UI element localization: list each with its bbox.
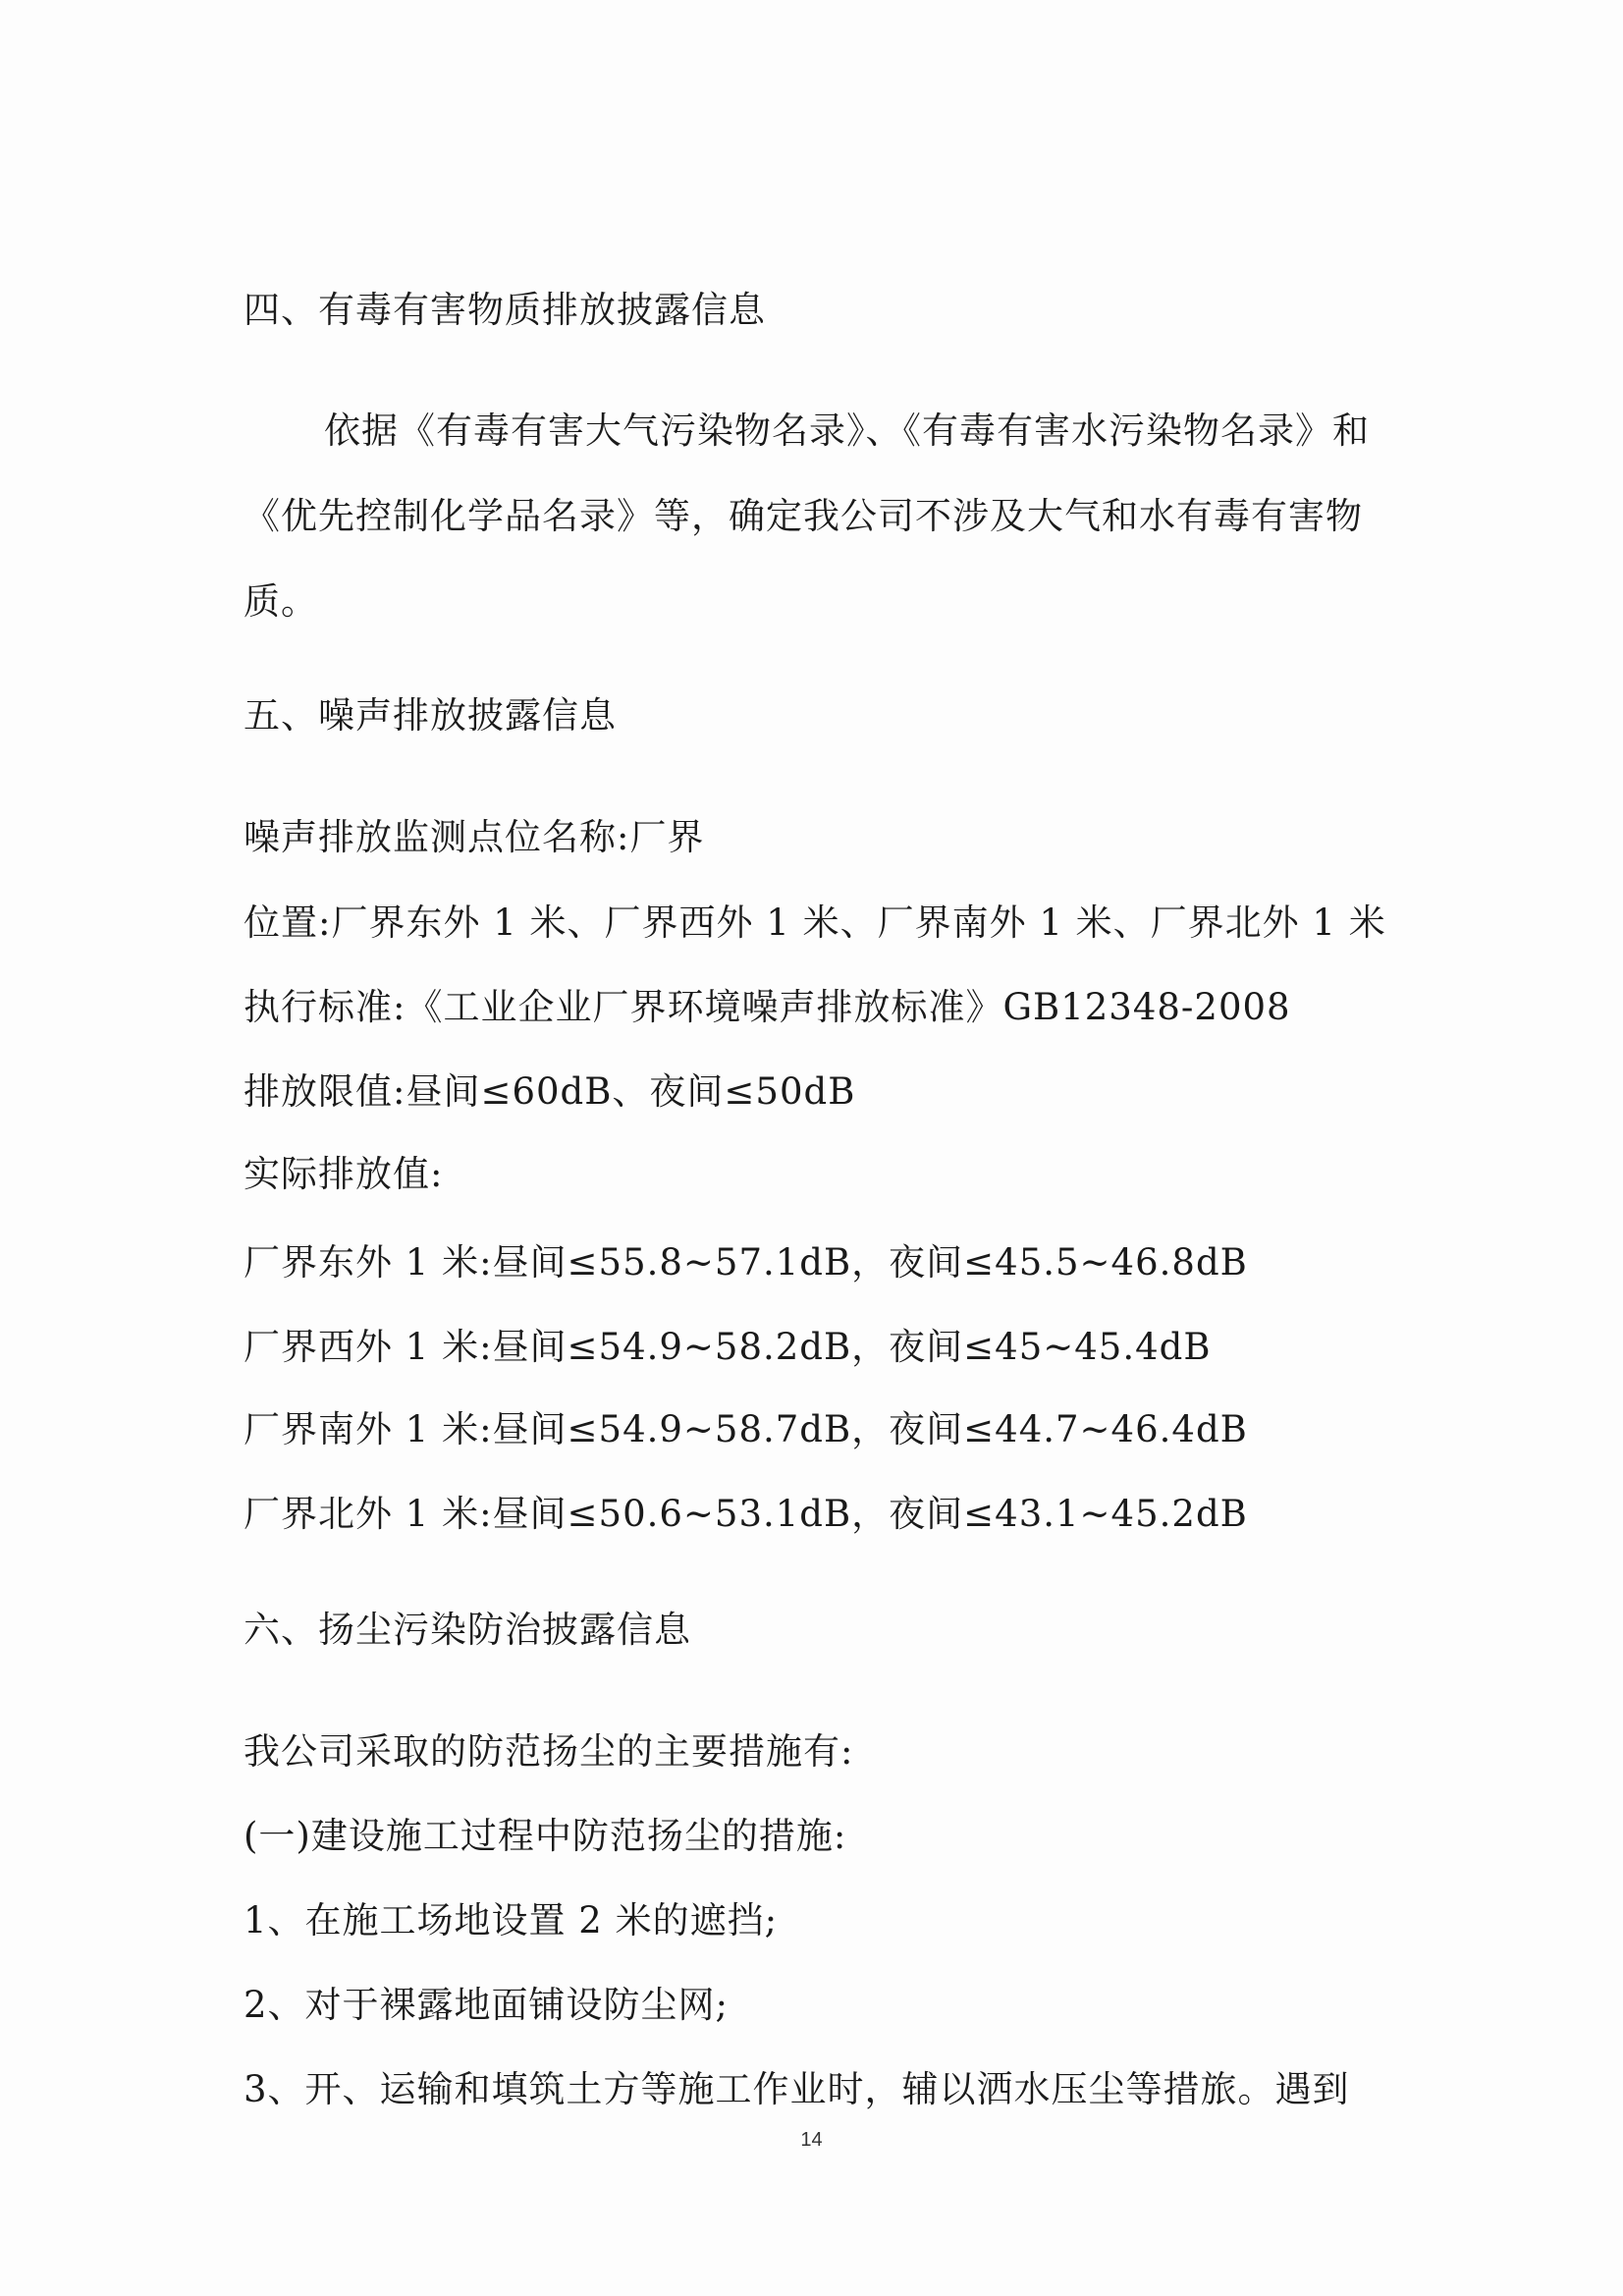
dust-measures-intro: 我公司采取的防范扬尘的主要措施有:	[243, 1730, 854, 1773]
noise-monitoring-location: 位置:厂界东外 1 米、厂界西外 1 米、厂界南外 1 米、厂界北外 1 米	[243, 902, 1386, 944]
noise-east-value: 厂界东外 1 米:昼间≤55.8~57.1dB，夜间≤45.5~46.8dB	[243, 1241, 1248, 1284]
dust-measures-subheading: (一)建设施工过程中防范扬尘的措施:	[243, 1815, 847, 1857]
actual-emission-label: 实际排放值:	[243, 1153, 444, 1195]
section-6-heading: 六、扬尘污染防治披露信息	[243, 1609, 691, 1651]
section-4-paragraph-line-1: 依据《有毒有害大气污染物名录》、《有毒有害水污染物名录》和	[324, 410, 1370, 452]
dust-measure-1: 1、在施工场地设置 2 米的遮挡;	[243, 1899, 779, 1941]
section-5-heading: 五、噪声排放披露信息	[243, 694, 617, 737]
noise-monitoring-point: 噪声排放监测点位名称:厂界	[243, 816, 705, 858]
noise-west-value: 厂界西外 1 米:昼间≤54.9~58.2dB，夜间≤45~45.4dB	[243, 1326, 1212, 1368]
noise-south-value: 厂界南外 1 米:昼间≤54.9~58.7dB，夜间≤44.7~46.4dB	[243, 1408, 1248, 1450]
section-4-heading: 四、有毒有害物质排放披露信息	[243, 289, 766, 331]
section-4-paragraph-line-2: 《优先控制化学品名录》等，确定我公司不涉及大气和水有毒有害物	[243, 495, 1363, 537]
section-4-paragraph-line-3: 质。	[243, 580, 318, 623]
noise-limit: 排放限值:昼间≤60dB、夜间≤50dB	[243, 1070, 856, 1113]
dust-measure-2: 2、对于裸露地面铺设防尘网;	[243, 1984, 730, 2026]
noise-standard: 执行标准:《工业企业厂界环境噪声排放标准》GB12348-2008	[243, 986, 1291, 1028]
dust-measure-3: 3、开、运输和填筑土方等施工作业时，辅以洒水压尘等措旅。遇到	[243, 2068, 1350, 2110]
noise-north-value: 厂界北外 1 米:昼间≤50.6~53.1dB，夜间≤43.1~45.2dB	[243, 1493, 1248, 1535]
page-number: 14	[800, 2129, 823, 2151]
